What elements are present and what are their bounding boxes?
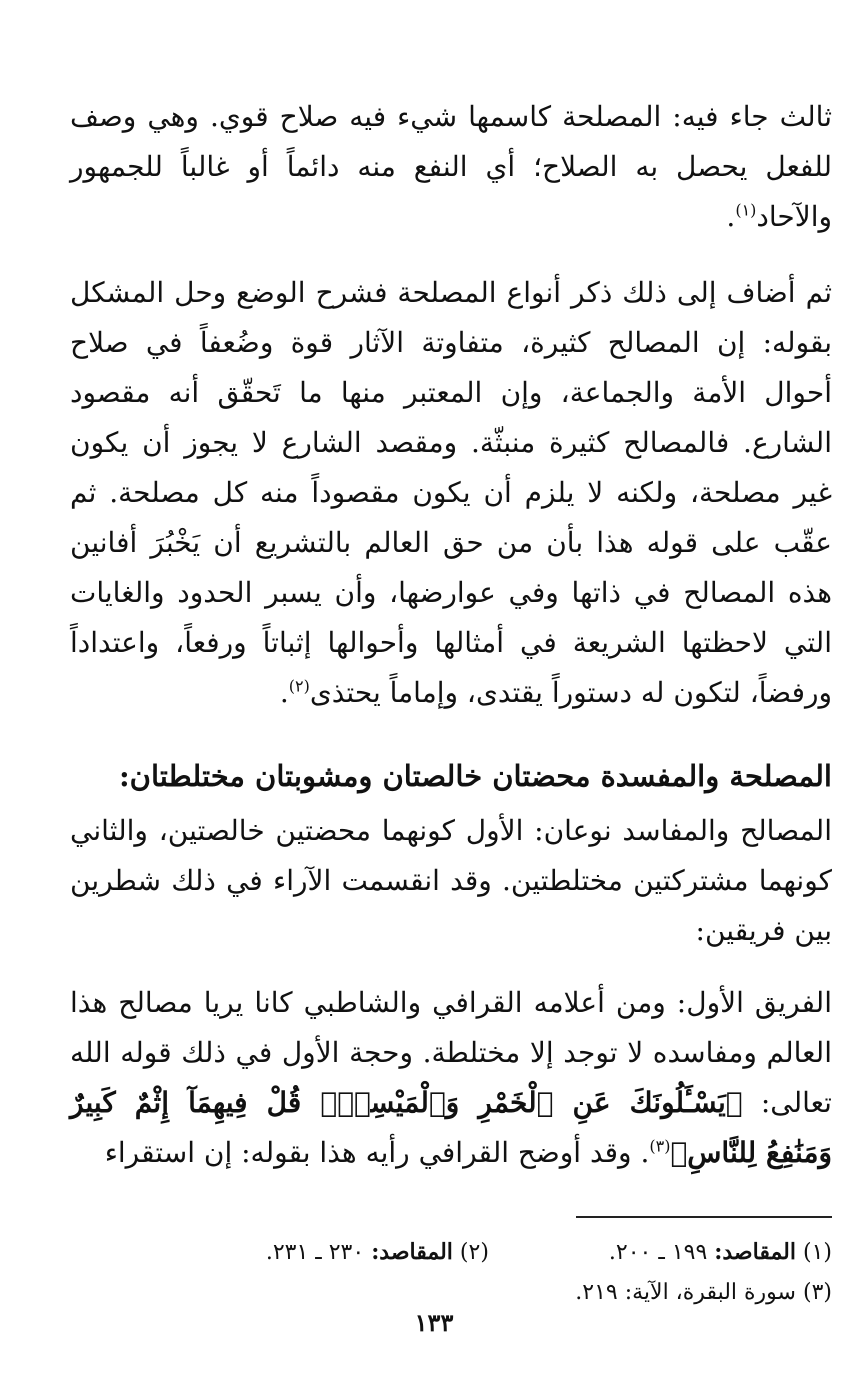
footnote-2-ref: ٢٣٠ ـ ٢٣١.: [265, 1240, 365, 1265]
footnote-2-source: المقاصد:: [371, 1239, 453, 1265]
footnote-1-source: المقاصد:: [714, 1239, 796, 1265]
footnote-1: [609, 1232, 832, 1273]
page-number: ١٣٣: [414, 1308, 454, 1337]
footnote-2: [266, 1232, 489, 1273]
footnote-3-text: سورة البقرة، الآية: ٢١٩.: [575, 1280, 796, 1305]
paragraph-2-tail: .: [279, 676, 289, 709]
footnote-2-number: (٢): [459, 1240, 489, 1265]
quran-verse: ﴿يَسْـَٔلُونَكَ عَنِ ٱلْخَمْرِ وَٱلْمَيْسِرِۖ قُلْ فِيهِمَآ إِثْمٌ كَبِيرٌ وَمَنَٰفِعُ لِلنَّاسِ﴾: [70, 1086, 832, 1169]
paragraph-4-tail: . وقد أوضح القرافي رأيه هذا بقوله: إن استقراء: [104, 1136, 650, 1169]
footnote-ref-2[interactable]: (٢): [288, 676, 310, 696]
footnote-ref-3[interactable]: (٣): [649, 1136, 671, 1156]
paragraph-1-tail: .: [726, 200, 736, 233]
footnote-row-1: [70, 1232, 832, 1273]
section-heading: المصلحة والمفسدة محضتان خالصتان ومشوبتان مختلطتان:: [118, 759, 832, 793]
paragraph-1: [70, 92, 832, 242]
paragraph-3-text: المصالح والمفاسد نوعان: الأول كونهما محضتين خالصتين، والثاني كونهما مشتركتين مختلطتين. وقد انقسمت الآراء في ذلك شطرين بين فريقين:: [70, 814, 832, 947]
footnote-ref-1[interactable]: (١): [735, 200, 757, 220]
footnote-3-number: (٣): [802, 1280, 832, 1305]
paragraph-4-lead: الفريق الأول: ومن أعلامه القرافي والشاطبي كانا يريا مصالح هذا العالم ومفاسده لا توجد إلا مختلطة. وحجة الأول في ذلك قوله الله تعالى:: [70, 986, 832, 1119]
paragraph-2: [70, 268, 832, 718]
paragraph-4: [70, 978, 832, 1178]
footnote-divider: [576, 1216, 832, 1218]
footnote-row-2: [70, 1273, 832, 1313]
page-body: [70, 92, 832, 1380]
paragraph-2-text: ثم أضاف إلى ذلك ذكر أنواع المصلحة فشرح الوضع وحل المشكل بقوله: إن المصالح كثيرة، متفاوتة الآثار قوة وضُعفاً في صلاح أحوال الأمة والجماعة، وإن المعتبر منها ما تَحقّق أنه مقصود الشارع. فالمصالح كثيرة منبثّة. ومقصد الشارع لا يجوز أن يكون غير مصلحة، ولكنه لا يلزم أن يكون مقصوداً منه كل مصلحة. ثم عقّب على قوله هذا بأن من حق العالم بالتشريع أن يَخْبُرَ أفانين هذه المصالح في ذاتها وفي عوارضها، وأن يسبر الحدود والغايات التي لاحظتها الشريعة في أمثالها وأحوالها إثباتاً ورفعاً، واعتداداً ورفضاً، لتكون له دستوراً يقتدى، وإماماً يحتذى: [70, 276, 832, 709]
paragraph-1-text: ثالث جاء فيه: المصلحة كاسمها شيء فيه صلاح قوي. وهي وصف للفعل يحصل به الصلاح؛ أي النفع منه دائماً أو غالباً للجمهور والآحاد: [70, 100, 832, 233]
paragraph-3: [70, 806, 832, 956]
footnote-3: [575, 1273, 832, 1313]
footnotes: [70, 1232, 832, 1313]
footnote-1-ref: ١٩٩ ـ ٢٠٠.: [608, 1240, 708, 1265]
footnote-1-number: (١): [802, 1240, 832, 1265]
